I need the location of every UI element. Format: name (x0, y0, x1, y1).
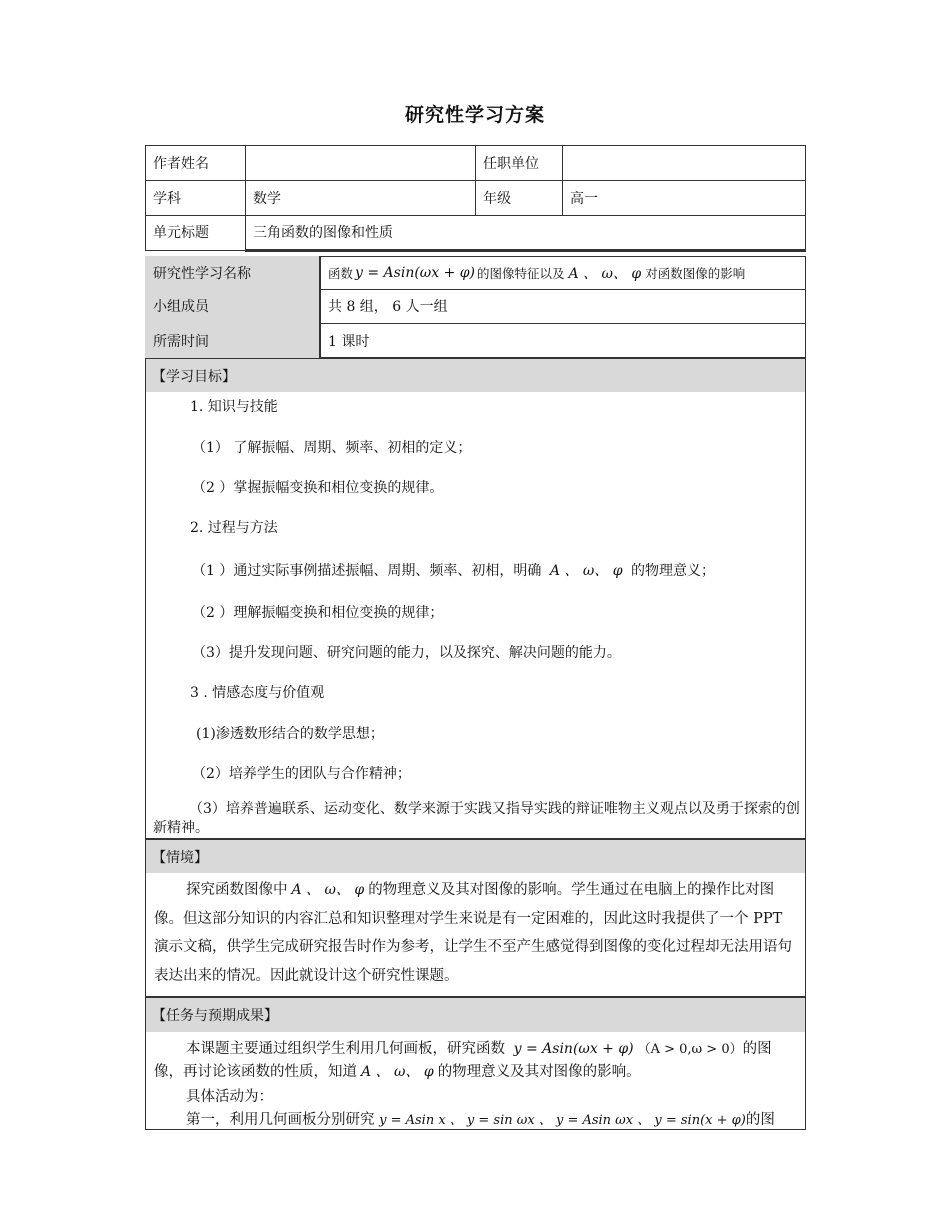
goal-line-9: (1)渗透数形结合的数学思想； (196, 726, 384, 742)
tasks-paragraph-1: 本课题主要通过组织学生利用几何画板，研究函数 y = Asin(ωx + φ) （A > 0,ω > 0）的图像，再讨论该函数的性质，知道 A 、 ω、 φ 的物理意义及其对图像的影响。 (154, 1041, 772, 1080)
situation-vars: A 、 ω、 φ (291, 882, 365, 898)
research-name-value (320, 256, 806, 289)
goal-line-5 (192, 560, 715, 580)
topic-label: 单元标题 (153, 225, 209, 241)
name-formula: y = Asin(ωx + φ) (355, 264, 476, 281)
members-label: 小组成员 (145, 289, 320, 323)
tasks-condition: （A > 0,ω > 0） (637, 1042, 743, 1057)
subject-value: 数学 (253, 190, 281, 207)
situation-header: 【情境】 (145, 839, 806, 874)
situation-paragraph: 探究函数图像中 A 、 ω、 φ 的物理意义及其对图像的影响。学生通过在电脑上的操作比对图像。但这部分知识的内容汇总和知识整理对学生来说是有一定困难的，因此这时我提供了一个 PPT 演示文稿，供学生完成研究报告时作为参考，让学生不至产生感觉得到图像的变化过程却无法用语句表达出来的情况。因此就设计这个研究性课题。 (154, 882, 792, 984)
goal-line-5-vars: A 、 ω、 φ (549, 563, 623, 579)
grade-value: 高一 (570, 190, 598, 207)
unit-value (562, 145, 806, 180)
goal-line-10: （2）培养学生的团队与合作精神； (192, 766, 411, 782)
tasks-paragraph-2: 具体活动为： (186, 1089, 273, 1105)
tasks-vars: A 、 ω、 φ (361, 1064, 434, 1080)
grade-label: 年级 (483, 190, 511, 207)
page-title: 研究性学习方案 (404, 104, 545, 126)
unit-label: 任职单位 (483, 155, 539, 172)
name-prefix: 函数 (328, 265, 354, 281)
time-label: 所需时间 (145, 323, 320, 358)
tasks-formula: y = Asin(ωx + φ) (513, 1041, 634, 1057)
subject-label: 学科 (153, 190, 181, 207)
goal-line-11: （3）培养普遍联系、运动变化、数学来源于实践又指导实践的辩证唯物主义观点以及勇于探索的创新精神。 (153, 801, 800, 836)
tasks-header: 【任务与预期成果】 (145, 997, 806, 1033)
goals-header: 【学习目标】 (145, 358, 806, 393)
goal-line-7: （3）提升发现问题、研究问题的能力，以及探究、解决问题的能力。 (192, 645, 621, 661)
tasks-formulas: y = Asin x 、 y = sin ωx 、 y = Asin ωx 、 y = sin(x + φ) (379, 1113, 746, 1128)
goal-line-6: （2 ）理解振幅变换和相位变换的规律； (192, 605, 444, 621)
time-value: 1 课时 (328, 333, 370, 350)
author-value (245, 145, 475, 180)
goal-line-5-end: 的物理意义； (630, 563, 715, 579)
name-vars: A 、 ω、 φ (568, 265, 642, 282)
research-name-label: 研究性学习名称 (145, 256, 320, 289)
goal-line-2: （1） 了解振幅、周期、频率、初相的定义； (192, 440, 472, 456)
goal-line-4: 2. 过程与方法 (190, 520, 278, 536)
members-value: 共 8 组， 6 人一组 (328, 299, 448, 315)
goal-line-8: 3 . 情感态度与价值观 (190, 685, 325, 701)
name-suffix: 的图像特征以及 (477, 265, 565, 281)
goal-line-3: （2 ）掌握振幅变换和相位变换的规律。 (192, 480, 444, 496)
goal-line-1: 1. 知识与技能 (190, 399, 278, 415)
name-end: 对函数图像的影响 (645, 265, 746, 281)
topic-value: 三角函数的图像和性质 (253, 225, 393, 241)
tasks-paragraph-3: 第一，利用几何画板分别研究 y = Asin x 、 y = sin ωx 、 y = Asin ωx 、 y = sin(x + φ)的图 (186, 1112, 775, 1128)
goal-line-5-text: （1 ）通过实际事例描述振幅、周期、频率、初相，明确 (192, 563, 542, 579)
author-label: 作者姓名 (153, 155, 209, 172)
